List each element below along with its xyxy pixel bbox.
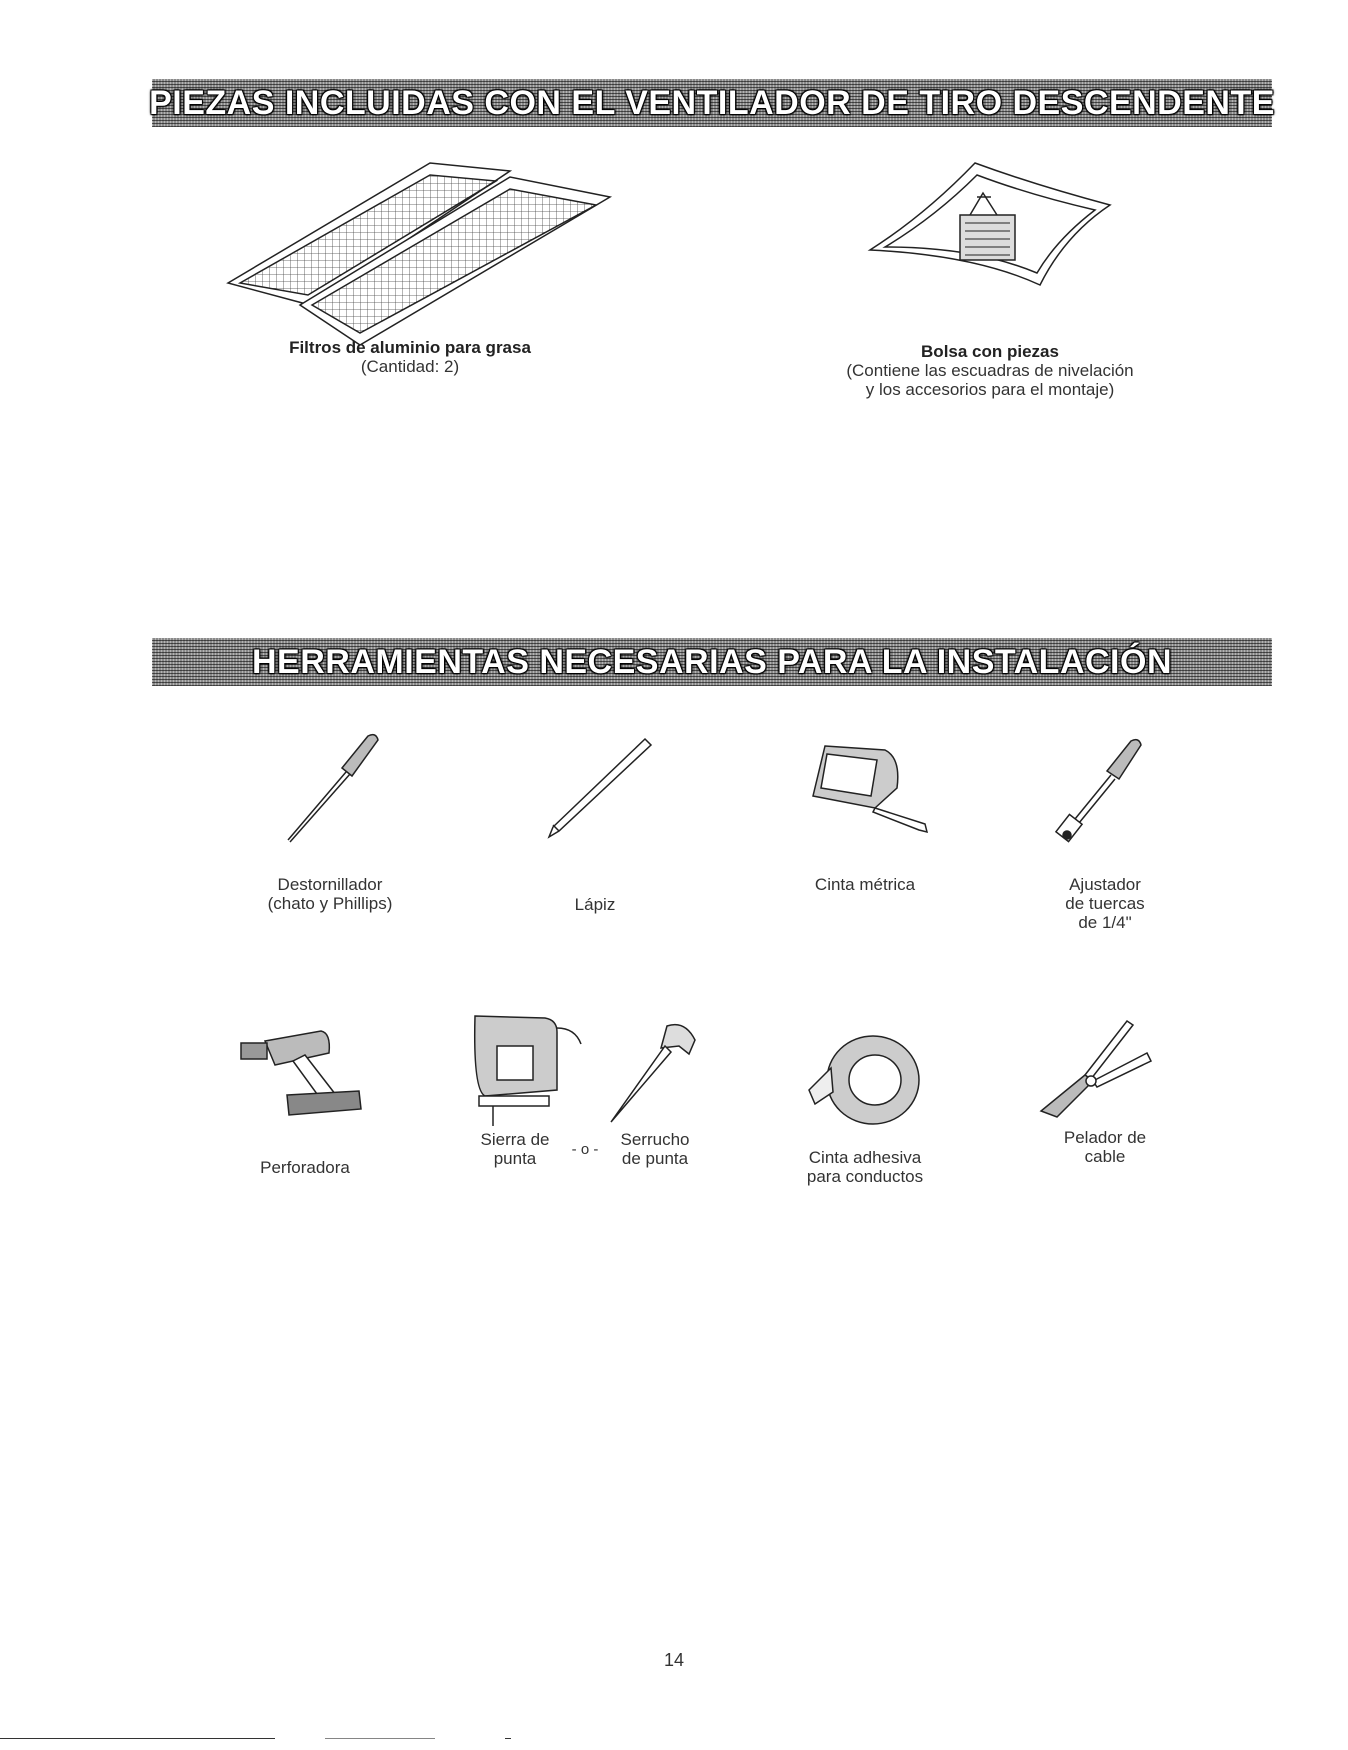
keyhole-saw-icon bbox=[605, 1018, 700, 1128]
wire-stripper-label-line-2: cable bbox=[1084, 1147, 1126, 1166]
tools-section-title: HERRAMIENTAS NECESARIAS PARA LA INSTALACIÓN bbox=[252, 642, 1172, 681]
duct-tape-icon bbox=[805, 1030, 925, 1130]
tape-measure-icon bbox=[805, 738, 935, 838]
parts-section-banner bbox=[149, 79, 1275, 127]
screwdriver-icon bbox=[280, 730, 390, 845]
footer-rule-center bbox=[325, 1738, 435, 1739]
pencil-icon bbox=[545, 735, 655, 840]
pencil-label: Lápiz bbox=[574, 895, 616, 914]
wire-stripper-icon bbox=[1035, 1015, 1155, 1125]
keyhole-saw-label-line-2: de punta bbox=[621, 1149, 689, 1168]
wire-stripper-caption bbox=[955, 1128, 1255, 1166]
duct-tape-label: Cinta adhesiva bbox=[808, 1148, 922, 1167]
footer-rule-mark bbox=[505, 1738, 511, 1739]
drill-icon bbox=[235, 1025, 365, 1120]
parts-section-title: PIEZAS INCLUIDAS CON EL VENTILADOR DE TIRO DESCENDENTE bbox=[149, 83, 1275, 122]
screwdriver-label: Destornillador bbox=[277, 875, 383, 894]
nut-driver-size: de 1/4" bbox=[1078, 913, 1132, 932]
parts-bag-illustration bbox=[865, 155, 1115, 295]
wire-stripper-label: Pelador de bbox=[1063, 1128, 1147, 1147]
jig-saw-label: Sierra de bbox=[480, 1130, 550, 1149]
jig-saw-label-line-2: punta bbox=[493, 1149, 537, 1168]
grease-filters-quantity: (Cantidad: 2) bbox=[360, 357, 460, 376]
jig-saw-caption bbox=[460, 1130, 570, 1168]
drill-caption bbox=[155, 1158, 455, 1177]
screwdriver-label-detail: (chato y Phillips) bbox=[267, 894, 393, 913]
grease-filters-illustration bbox=[220, 155, 620, 345]
page-number: 14 bbox=[663, 1650, 685, 1670]
drill-label: Perforadora bbox=[260, 1158, 350, 1177]
nut-driver-caption bbox=[955, 875, 1255, 932]
nut-driver-icon bbox=[1055, 735, 1145, 845]
parts-bag-label: Bolsa con piezas bbox=[921, 342, 1059, 361]
keyhole-saw-caption bbox=[595, 1130, 715, 1168]
keyhole-saw-label: Serrucho bbox=[620, 1130, 690, 1149]
parts-bag-caption bbox=[790, 342, 1190, 399]
grease-filters-label: Filtros de aluminio para grasa bbox=[289, 338, 531, 357]
screwdriver-caption bbox=[180, 875, 480, 913]
tools-section-banner bbox=[152, 638, 1272, 686]
parts-bag-detail-line-2: y los accesorios para el montaje) bbox=[865, 380, 1115, 399]
nut-driver-label: Ajustador bbox=[1069, 875, 1141, 894]
tape-measure-label: Cinta métrica bbox=[814, 875, 916, 894]
parts-bag-detail-line-1: (Contiene las escuadras de nivelación bbox=[846, 361, 1134, 380]
jig-saw-icon bbox=[465, 1010, 585, 1130]
duct-tape-label-line-2: para conductos bbox=[806, 1167, 924, 1186]
pencil-caption bbox=[445, 895, 745, 914]
or-text: - o - bbox=[571, 1141, 599, 1158]
grease-filters-caption bbox=[245, 338, 575, 376]
nut-driver-label-line-2: de tuercas bbox=[1065, 894, 1145, 913]
footer-rule-left bbox=[0, 1738, 275, 1739]
